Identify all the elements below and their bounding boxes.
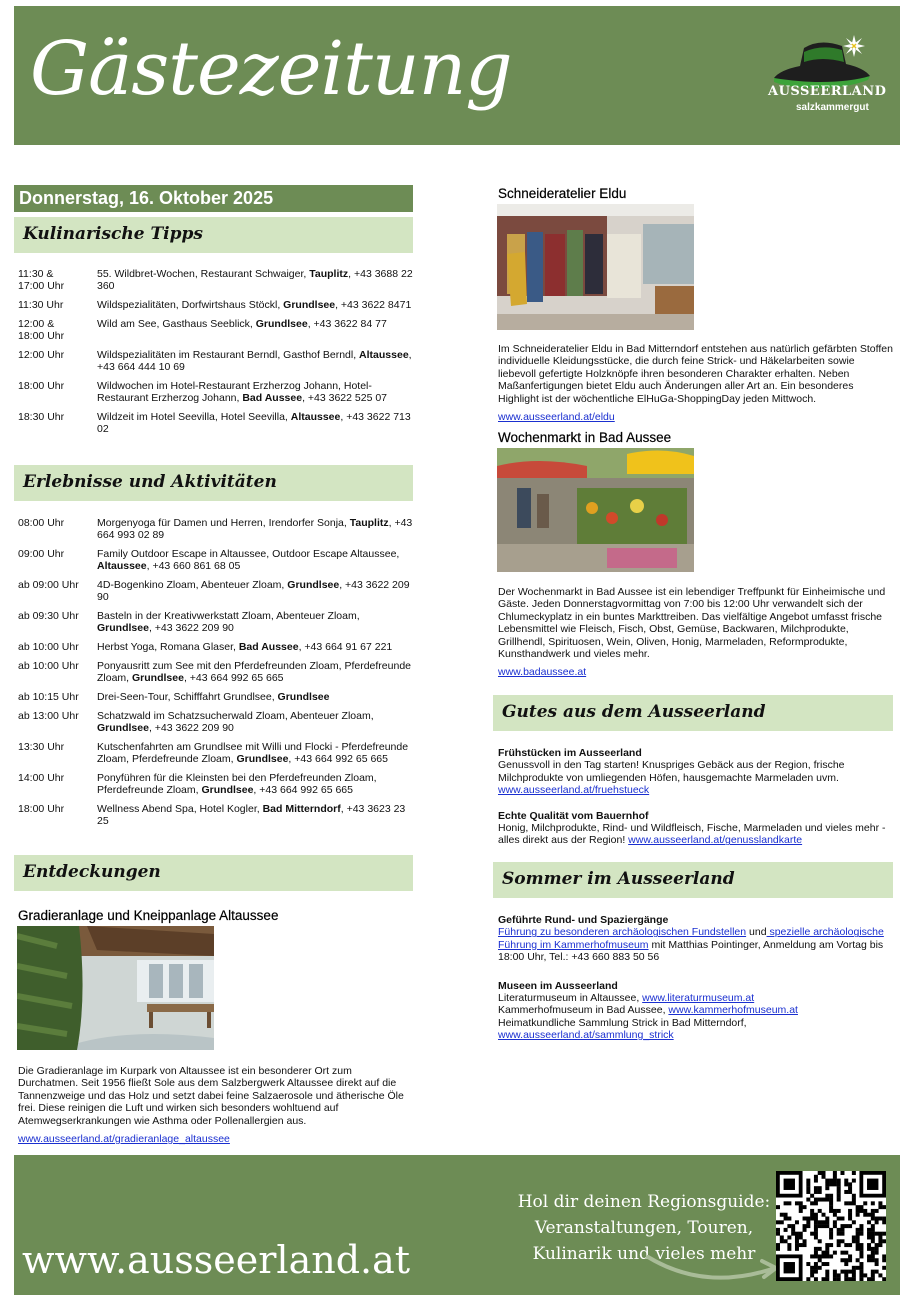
markt-title: Wochenmarkt in Bad Aussee — [498, 430, 672, 445]
event-time: 12:00 Uhr — [18, 349, 65, 361]
event-phone: , +43 664 444 10 69 — [97, 349, 412, 373]
event-description — [97, 660, 413, 684]
event-text: Wildwochen im Hotel-Restaurant Erzherzog Johann, Hotel-Restaurant Erzherzog Johann, — [97, 380, 372, 404]
event-description — [97, 268, 413, 292]
event-phone: , +43 664 992 65 665 — [288, 753, 388, 765]
fuehrung-und: und — [746, 926, 767, 939]
event-phone: , +43 3622 713 02 — [97, 411, 411, 435]
qr-code[interactable] — [776, 1171, 886, 1281]
event-text: Schatzwald im Schatzsucherwald Zloam, Abenteuer Zloam, — [97, 710, 374, 722]
event-phone: , +43 664 992 65 665 — [253, 784, 353, 796]
event-phone: , +43 3622 209 90 — [97, 579, 410, 603]
event-phone: , +43 3622 84 77 — [307, 318, 387, 330]
event-time: 11:30 Uhr — [18, 299, 64, 311]
event-description — [97, 380, 413, 404]
museen-title: Museen im Ausseerland — [498, 979, 618, 992]
event-time: ab 10:15 Uhr — [18, 691, 79, 703]
museum-literatur-text: Literaturmuseum in Altaussee, — [498, 992, 643, 1005]
event-row — [18, 349, 413, 373]
event-place: Grundlsee — [236, 753, 289, 765]
event-phone: , +43 3622 209 90 — [148, 622, 234, 634]
section-kulinarische-tipps: Kulinarische Tipps — [14, 217, 413, 253]
event-phone: , +43 664 91 67 221 — [298, 641, 393, 653]
event-text: Kutschenfahrten am Grundlsee mit Willi und Flocki - Pferdefreunde Zloam, Pferdefreunde Zloam, — [97, 741, 409, 765]
logo-main-text: AUSSEERLAND — [768, 84, 887, 99]
event-time: 18:00 Uhr — [18, 380, 65, 392]
event-text: Basteln in der Kreativwerkstatt Zloam, Abenteuer Zloam, — [97, 610, 360, 622]
event-row — [18, 548, 413, 572]
event-phone: , +43 660 861 68 05 — [146, 560, 241, 572]
event-row — [18, 380, 413, 404]
event-time: ab 10:00 Uhr — [18, 641, 79, 653]
fuehrung-title: Geführte Rund- und Spaziergänge — [498, 914, 669, 926]
event-phone: , +43 3622 525 07 — [302, 392, 388, 404]
event-place: Grundlsee — [132, 672, 184, 684]
event-time: ab 10:00 Uhr — [18, 660, 79, 672]
event-description — [97, 411, 413, 435]
event-description — [97, 710, 413, 734]
event-description — [97, 772, 413, 796]
event-text: Morgenyoga für Damen und Herren, Irendorfer Sonja, — [97, 517, 350, 529]
header-banner — [14, 6, 900, 145]
fruehstueck-link[interactable]: www.ausseerland.at/fruehstueck — [498, 784, 650, 797]
event-time: ab 09:30 Uhr — [18, 610, 79, 622]
arrow-icon — [644, 1247, 784, 1287]
event-text: Herbst Yoga, Romana Glaser, — [97, 641, 239, 653]
event-place: Bad Mitterndorf — [262, 803, 341, 815]
kulinarisch-event-list — [18, 268, 413, 442]
section-entdeckungen: Entdeckungen — [14, 855, 413, 891]
masthead-title: Gästezeitung — [30, 26, 512, 112]
event-text: 55. Wildbret-Wochen, Restaurant Schwaiger, — [97, 268, 310, 280]
event-time: 18:00 Uhr — [18, 803, 65, 815]
event-time: 14:00 Uhr — [18, 772, 65, 784]
qualitaet-title: Echte Qualität vom Bauernhof — [498, 809, 649, 822]
event-place: Grundlsee — [283, 299, 336, 311]
event-place: Bad Aussee — [242, 392, 303, 404]
gradieranlage-photo — [17, 926, 214, 1050]
gradier-link[interactable]: www.ausseerland.at/gradieranlage_altaussee — [18, 1133, 230, 1145]
footer-banner — [14, 1155, 900, 1295]
event-text: Drei-Seen-Tour, Schifffahrt Grundlsee, — [97, 691, 278, 703]
erlebnis-event-list — [18, 517, 413, 834]
sommer-block — [498, 914, 893, 1042]
event-description — [97, 691, 413, 703]
event-phone: , +43 3622 209 90 — [148, 722, 234, 734]
event-description — [97, 299, 413, 311]
event-text: 4D-Bogenkino Zloam, Abenteuer Zloam, — [97, 579, 288, 591]
event-phone: , +43 664 992 65 665 — [183, 672, 284, 684]
event-row — [18, 803, 413, 827]
eldu-title: Schneideratelier Eldu — [498, 186, 627, 201]
eldu-atelier-photo — [497, 204, 694, 330]
kammerhof-fuehrung-link[interactable]: spezielle archäologische Führung im Kammerhofmuseum — [498, 926, 884, 951]
event-place: Grundlsee — [201, 784, 254, 796]
fruehstueck-title: Frühstücken im Ausseerland — [498, 747, 642, 759]
sammlung-strick-link[interactable]: www.ausseerland.at/sammlung_strick — [498, 1029, 674, 1042]
qr-code-icon — [776, 1171, 886, 1281]
event-time: ab 13:00 Uhr — [18, 710, 79, 722]
event-time: 08:00 Uhr — [18, 517, 65, 529]
event-row — [18, 268, 413, 292]
event-place: Grundlsee — [287, 579, 340, 591]
kammerhofmuseum-link[interactable]: www.kammerhofmuseum.at — [668, 1004, 798, 1017]
fruehstueck-text: Genussvoll in den Tag starten! Knuspriges Gebäck aus der Region, frische Milchprodukte von umliegenden Höfen, hausgemachte Marmeladen uvm. — [498, 759, 845, 784]
fuehrung-details: mit Matthias Pointinger, Anmeldung am Vortag bis 18:00 Uhr, Tel.: +43 660 883 50 56 — [498, 938, 884, 964]
gradier-text: Die Gradieranlage im Kurpark von Altaussee ist ein besonderer Ort zum Durchatmen. Seit 1956 fließt Sole aus dem Salzbergwerk Altaussee direkt auf die Tannenzweige und das Holz und setzt dabei feine Salzaerosole und ätherische Öle frei. Diese reinigen die Luft und wirken sich besonders wohltuend auf Atemwegserkrankungen wie Asthma oder Pollenallergien aus. — [18, 1065, 404, 1127]
section-erlebnisse: Erlebnisse und Aktivitäten — [14, 465, 413, 501]
literaturmuseum-link[interactable]: www.literaturmuseum.at — [642, 992, 755, 1005]
eldu-text: Im Schneideratelier Eldu in Bad Mitterndorf entstehen aus natürlich gefärbten Stoffen individuelle Kleidungsstücke, die durch feine Strick- und Häkelarbeiten sowie liebevoll gefertigte Holzknöpfe ihren besonderen Charakter erhalten. Neben Maßanfertigungen bietet Eldu auch Änderungen aller Art an. Ein besonderes Highlight ist der wöchentliche ElHuGa-ShoppingDay jeden Mittwoch. — [498, 343, 893, 405]
fundstellen-link[interactable]: Führung zu besonderen archäologischen Fundstellen — [498, 926, 747, 939]
event-text: Wildspezialitäten im Restaurant Berndl, Gasthof Berndl, — [97, 349, 360, 361]
event-text: Ponyausritt zum See mit den Pferdefreunden Zloam, Pferdefreunde Zloam, — [97, 660, 412, 684]
event-description — [97, 610, 413, 634]
event-row — [18, 741, 413, 765]
qualitaet-text: Honig, Milchprodukte, Rind- und Wildfleisch, Fische, Marmeladen und vieles mehr - alles direkt aus der Region! — [498, 822, 886, 847]
markt-text: Der Wochenmarkt in Bad Aussee ist ein lebendiger Treffpunkt für Einheimische und Gäste. Jeden Donnerstagvormittag von 7:00 bis 12:00 Uhr verwandelt sich der Chlumeckyplatz in ein buntes Markttreiben. Das vielfältige Angebot umfasst frische Lebensmittel wie Fleisch, Fisch, Obst, Gemüse, Backwaren, Milchprodukte, Grillhendl, Spirituosen, Wein, Oliven, Honig, Marmeladen, Reformprodukte, Kunsthandwerk und vieles mehr. — [498, 586, 886, 661]
event-place: Grundlsee — [97, 722, 149, 734]
cta-line-1: Hol dir deinen Regionsguide: — [517, 1192, 771, 1212]
event-place: Altaussee — [290, 411, 341, 423]
event-time: ab 09:00 Uhr — [18, 579, 79, 591]
section-sommer-im-ausseerland: Sommer im Ausseerland — [493, 862, 893, 898]
event-phone: , +43 3688 22 360 — [97, 268, 413, 292]
museum-strick-text: Heimatkundliche Sammlung Strick in Bad Mitterndorf, — [498, 1016, 747, 1029]
event-row — [18, 411, 413, 435]
event-time: 12:00 & 18:00 Uhr — [18, 318, 65, 342]
event-time: 11:30 & 17:00 Uhr — [18, 268, 65, 292]
event-row — [18, 517, 413, 541]
footer-website[interactable]: www.ausseerland.at — [22, 1238, 411, 1282]
gradier-title: Gradieranlage und Kneippanlage Altaussee — [18, 908, 279, 923]
event-row — [18, 641, 413, 653]
event-time: 13:30 Uhr — [18, 741, 65, 753]
event-description — [97, 741, 413, 765]
event-place: Bad Aussee — [238, 641, 299, 653]
event-text: Wildspezialitäten, Dorfwirtshaus Stöckl, — [97, 299, 284, 311]
event-description — [97, 641, 413, 653]
gutes-block — [498, 747, 893, 847]
event-time: 18:30 Uhr — [18, 411, 65, 423]
event-text: Family Outdoor Escape in Altaussee, Outdoor Escape Altaussee, — [97, 548, 400, 560]
date-heading: Donnerstag, 16. Oktober 2025 — [14, 185, 413, 212]
event-row — [18, 710, 413, 734]
event-description — [97, 349, 413, 373]
event-row — [18, 299, 413, 311]
event-phone: , +43 3622 8471 — [335, 299, 412, 311]
event-row — [18, 318, 413, 342]
event-row — [18, 691, 413, 703]
event-place: Grundlsee — [255, 318, 308, 330]
event-place: Altaussee — [97, 560, 147, 572]
event-place: Tauplitz — [349, 517, 389, 529]
museum-kammerhof-text: Kammerhofmuseum in Bad Aussee, — [498, 1004, 669, 1017]
event-place: Grundlsee — [277, 691, 330, 703]
eldu-link[interactable]: www.ausseerland.at/eldu — [498, 411, 615, 423]
logo-sub-text: salzkammergut — [796, 102, 869, 113]
event-row — [18, 772, 413, 796]
event-description — [97, 318, 413, 342]
genusslandkarte-link[interactable]: www.ausseerland.at/genusslandkarte — [628, 834, 803, 847]
event-place: Tauplitz — [309, 268, 349, 280]
event-description — [97, 579, 413, 603]
event-phone: , +43 664 993 02 89 — [97, 517, 413, 541]
event-text: Ponyführen für die Kleinsten bei den Pferdefreunden Zloam, Pferdefreunde Zloam, — [97, 772, 377, 796]
event-text: Wildzeit im Hotel Seevilla, Hotel Seevilla, — [97, 411, 291, 423]
event-description — [97, 517, 413, 541]
wochenmarkt-photo — [497, 448, 694, 572]
event-row — [18, 579, 413, 603]
event-time: 09:00 Uhr — [18, 548, 65, 560]
section-gutes-aus-dem-ausseerland: Gutes aus dem Ausseerland — [493, 695, 893, 731]
cta-line-2: Veranstaltungen, Touren, — [534, 1218, 754, 1238]
markt-link[interactable]: www.badaussee.at — [498, 666, 587, 678]
event-text: Wellness Abend Spa, Hotel Kogler, — [97, 803, 263, 815]
event-row — [18, 610, 413, 634]
event-place: Grundlsee — [97, 622, 149, 634]
cta-line-3: Kulinarik und vieles mehr — [532, 1244, 756, 1264]
event-place: Altaussee — [359, 349, 409, 361]
event-description — [97, 548, 413, 572]
event-phone: , +43 3623 23 25 — [97, 803, 406, 827]
ausseerland-logo[interactable] — [760, 32, 887, 122]
event-text: Wild am See, Gasthaus Seeblick, — [97, 318, 256, 330]
event-description — [97, 803, 413, 827]
event-row — [18, 660, 413, 684]
